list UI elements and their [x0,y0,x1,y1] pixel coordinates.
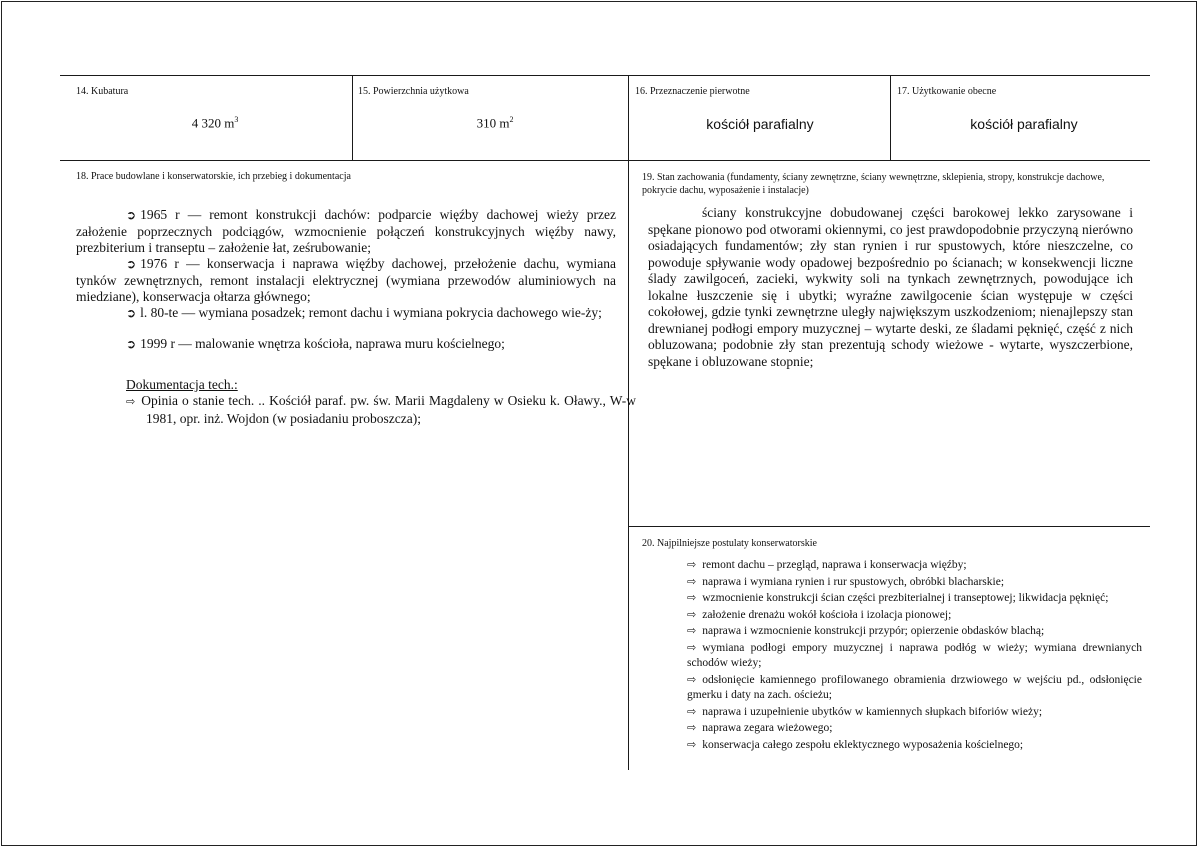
kubatura-value [150,115,280,131]
postulate-item-text: naprawa i wzmocnienie konstrukcji przypór; opierzenie obdasków blachą; [702,625,1045,637]
postulate-item [687,704,1142,721]
kubatura-number: 4 320 m [191,115,235,131]
circled-arrow-icon: ➲ [126,306,137,320]
postulate-item-text: odsłonięcie kamiennego profilowanego obramienia drzwiowego w wejściu pd., odsłonięcie gmerku i daty na zach. ościeżu; [687,673,1142,701]
postulates-divider [628,526,1150,527]
postulates-list [687,557,1142,753]
postulate-item [687,623,1142,640]
top-rule [60,75,1150,76]
arrow-right-icon: ⇨ [126,395,136,408]
area-value [430,115,560,131]
arrow-right-icon: ⇨ [687,640,697,654]
postulate-item [687,737,1142,754]
postulate-item-text: naprawa zegara wieżowego; [702,722,833,734]
original-purpose-value: kościół parafialny [706,116,814,132]
current-use-label: 17. Użytkowanie obecne [897,86,997,97]
area-unit-exponent: 2 [509,115,514,124]
postulate-item [687,557,1142,574]
arrow-right-icon: ⇨ [687,558,697,571]
works-entry-1965 [76,207,616,257]
original-purpose-label: 16. Przeznaczenie pierwotne [635,86,750,97]
arrow-right-icon: ⇨ [687,672,697,686]
works-entry-1976 [76,256,616,306]
postulate-item [687,590,1142,607]
postulate-item [687,720,1142,737]
works-entry-text: l. 80-te — wymiana posadzek; remont dachu i wymiana pokrycia dachowego wie-ży; [140,305,602,320]
documentation-entry [126,393,636,427]
postulate-item [687,672,1142,704]
kubatura-unit-exponent: 3 [234,115,239,124]
state-label: 19. Stan zachowania (fundamenty, ściany zewnętrzne, ściany wewnętrzne, sklepienia, stropy, konstrukcje dachowe, pokrycie dachu, wyposażenie i instalacje) [642,172,1105,196]
postulate-item [687,640,1142,672]
arrow-right-icon: ⇨ [687,607,697,621]
postulate-item-text: założenie drenażu wokół kościoła i izolacja pionowej; [702,608,952,621]
postulate-item-text: wzmocnienie konstrukcji ścian części prezbiterialnej i transeptowej; likwidacja pęknięć; [702,592,1109,604]
postulate-item [687,574,1142,591]
area-label: 15. Powierzchnia użytkowa [358,86,469,97]
circled-arrow-icon: ➲ [126,208,137,222]
current-use-value: kościół parafialny [970,116,1078,132]
arrow-right-icon: ⇨ [687,624,697,637]
row-divider [60,160,1150,161]
area-number: 310 m [476,115,510,131]
works-entry-text: 1999 r — malowanie wnętrza kościoła, naprawa muru kościelnego; [140,336,505,351]
arrow-right-icon: ⇨ [687,704,697,718]
postulate-item-text: konserwacja całego zespołu eklektycznego wyposażenia kościelnego; [702,738,1024,751]
documentation-entry-text: Opinia o stanie tech. .. Kościół paraf. pw. św. Marii Magdaleny w Osieku k. Oławy., W-w 1981, opr. inż. Wojdon (w posiadaniu proboszcza); [141,393,636,426]
state-text: ściany konstrukcyjne dobudowanej części barokowej lekko zarysowane i spękane pionowo pod otworami okiennymi, co jest prawdopodobnie przyczyną nierówno osiadających fundamentów; zły stan rynien i rur spustowych, które nieszczelne, co powoduje spływanie wody opadowej bezpośrednio po ścianach; w konsekwencji liczne ślady zawilgoceń, zacieki, wykwity soli na tynkach zewnętrznych, powodujące ich lokalne łuszczenie się i ubytki; wyraźne zawilgocenie ścian występuje w części cokołowej, gdzie tynki zewnętrzne uległy największym uszkodzeniom; nienajlepszy stan drewnianej podłogi empory muzycznej – wytarte deski, ze śladami pęknięć, część z nich obluzowana; podobnie zły stan prezentują schody wieżowe - wytarte, wyszczerbione, spękane i obluzowane stopnie; [648,205,1133,369]
works-entry-text: 1976 r — konserwacja i naprawa więźby dachowej, przełożenie dachu, wymiana tynków zewnętrznych, remont instalacji elektrycznej (wymiana przewodów aluminiowych na miedziane), konserwacja ołtarza głównego; [76,256,616,304]
arrow-right-icon: ⇨ [687,591,697,604]
arrow-right-icon: ⇨ [687,721,697,734]
postulate-item-text: naprawa i uzupełnienie ubytków w kamiennych słupkach biforiów wieży; [702,705,1043,718]
works-entry-text: 1965 r — remont konstrukcji dachów: podparcie więźby dachowej wieży przez założenie poprzecznych podciągów, wzmocnienie połączeń konstrukcyjnych więźby nawy, prezbiterium i transeptu – założenie łat, ześrubowanie; [76,207,616,255]
works-entry-80s [76,305,616,322]
col-divider-3 [890,75,891,160]
arrow-right-icon: ⇨ [687,574,697,588]
circled-arrow-icon: ➲ [126,257,137,271]
col-divider-1 [352,75,353,160]
works-entry-1999 [76,336,616,353]
postulate-item-text: naprawa i wymiana rynien i rur spustowych, obróbki blacharskie; [702,575,1005,588]
postulate-item-text: wymiana podłogi empory muzycznej i naprawa podłóg w wieży; wymiana drewnianych schodów wieży; [687,641,1142,669]
documentation-heading: Dokumentacja tech.: [126,377,238,392]
postulates-label: 20. Najpilniejsze postulaty konserwatorskie [642,538,817,549]
works-label: 18. Prace budowlane i konserwatorskie, ich przebieg i dokumentacja [76,171,351,182]
kubatura-label: 14. Kubatura [76,86,129,97]
postulate-item [687,607,1142,624]
postulate-item-text: remont dachu – przegląd, naprawa i konserwacja więźby; [702,559,967,571]
arrow-right-icon: ⇨ [687,737,697,751]
circled-arrow-icon: ➲ [126,337,137,351]
